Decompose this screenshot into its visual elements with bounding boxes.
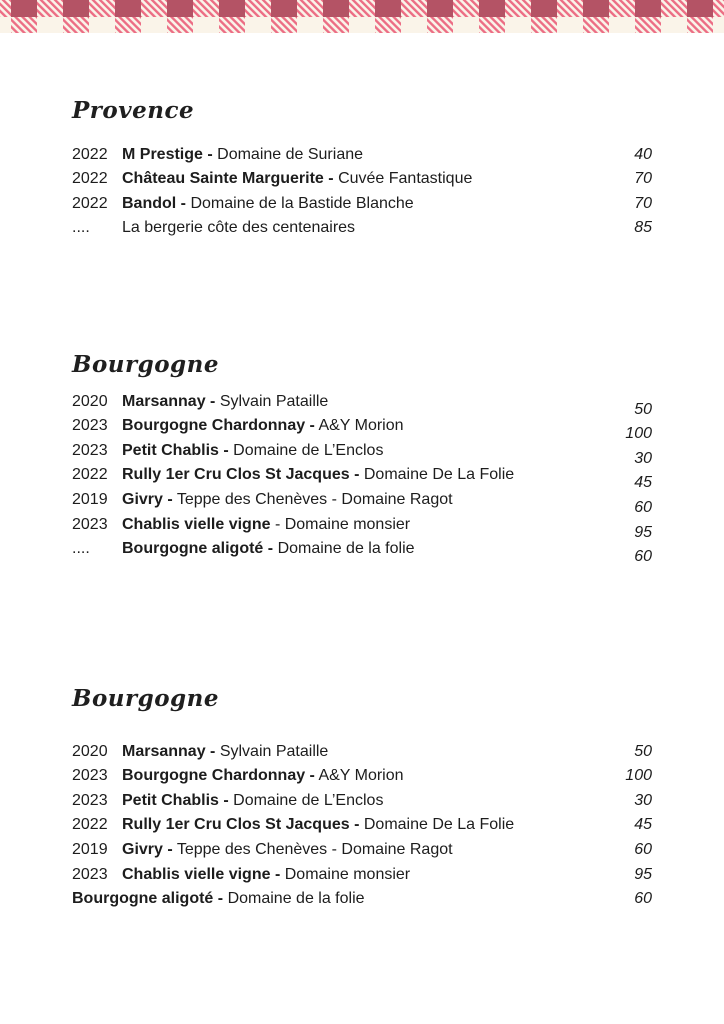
wine-row	[72, 887, 652, 912]
wine-name-rest: Sylvain Pataille	[219, 392, 329, 410]
wine-price: 70	[634, 170, 652, 188]
wine-name	[122, 416, 625, 435]
wine-name-bold: Chablis vielle vigne	[122, 515, 271, 533]
wine-price: 95	[634, 523, 652, 541]
wine-row	[72, 487, 652, 517]
wine-name	[122, 815, 634, 834]
wine-price: 45	[634, 816, 652, 834]
vintage-year: 2023	[72, 515, 108, 533]
wine-row	[72, 414, 652, 443]
wine-name-rest: Teppe des Chenèves - Domaine Ragot	[176, 491, 453, 509]
wine-price: 70	[634, 194, 652, 212]
wine-list-bourgogne-1	[72, 389, 652, 566]
wine-name-rest: Domaine de Suriane	[217, 145, 364, 163]
wine-name-bold: Bourgogne aligoté -	[72, 890, 224, 908]
wine-name	[122, 490, 634, 509]
wine-name-rest: Teppe des Chenèves - Domaine Ragot	[176, 841, 453, 859]
wine-price: 50	[634, 742, 652, 760]
wine-name-rest: La bergerie côte des centenaires	[122, 219, 356, 237]
vintage-year: 2022	[72, 194, 108, 212]
wine-name	[122, 766, 625, 785]
wine-name-bold: Bourgogne Chardonnay -	[122, 417, 315, 435]
wine-name	[122, 515, 634, 534]
section-title-bourgogne-1: Bourgogne	[72, 351, 219, 378]
wine-name-bold: Petit Chablis -	[122, 791, 229, 809]
wine-name-rest: A&Y Morion	[318, 767, 404, 785]
wine-name	[122, 392, 634, 411]
wine-name	[122, 539, 634, 558]
wine-name-bold: M Prestige -	[122, 145, 213, 163]
wine-name	[122, 865, 634, 884]
wine-row	[72, 438, 652, 467]
wine-price: 30	[634, 449, 652, 467]
wine-price: 95	[634, 865, 652, 883]
vintage-year: 2023	[72, 865, 108, 883]
wine-price: 40	[634, 145, 652, 163]
wine-name-rest: Domaine de la Bastide Blanche	[190, 194, 414, 212]
wine-row	[72, 788, 652, 813]
wine-list-provence	[72, 142, 652, 240]
wine-price: 85	[634, 219, 652, 237]
wine-name-bold: Givry -	[122, 841, 173, 859]
wine-name	[122, 791, 634, 810]
vintage-year: 2023	[72, 441, 108, 459]
wine-name-bold: Marsannay -	[122, 742, 216, 760]
vintage-year: 2022	[72, 170, 108, 188]
vintage-year: 2023	[72, 767, 108, 785]
wine-list-bourgogne-2	[72, 739, 652, 911]
wine-price: 60	[634, 499, 652, 517]
vintage-year: 2020	[72, 392, 108, 410]
wine-name	[122, 840, 634, 859]
wine-name-rest: Domaine monsier	[284, 865, 411, 883]
wine-name-bold: Château Sainte Marguerite -	[122, 170, 334, 188]
wine-price: 100	[625, 767, 652, 785]
wine-name-rest: Domaine de L’Enclos	[233, 441, 384, 459]
wine-name	[122, 441, 634, 460]
wine-name-rest: A&Y Morion	[318, 417, 404, 435]
wine-name-rest: - Domaine monsier	[274, 515, 411, 533]
wine-row	[72, 216, 652, 241]
wine-name-rest: Sylvain Pataille	[219, 742, 329, 760]
wine-row	[72, 739, 652, 764]
vintage-year: 2022	[72, 816, 108, 834]
section-title-provence: Provence	[72, 97, 195, 124]
section-title-bourgogne-2: Bourgogne	[72, 685, 219, 712]
vintage-year: 2023	[72, 417, 108, 435]
gingham-pattern-band	[0, 0, 724, 33]
vintage-year: 2022	[72, 145, 108, 163]
wine-price: 30	[634, 791, 652, 809]
wine-name	[122, 465, 634, 484]
wine-price: 45	[634, 474, 652, 492]
wine-name-bold: Marsannay -	[122, 392, 216, 410]
wine-name	[122, 169, 634, 188]
wine-name-bold: Bandol -	[122, 194, 186, 212]
wine-name-bold: Petit Chablis -	[122, 441, 229, 459]
wine-row	[72, 512, 652, 541]
wine-name-bold: Rully 1er Cru Clos St Jacques -	[122, 466, 360, 484]
vintage-year: ....	[72, 540, 90, 558]
vintage-year: 2020	[72, 742, 108, 760]
wine-name-rest: Domaine de L’Enclos	[233, 791, 384, 809]
wine-name	[72, 889, 634, 908]
wine-name-rest: Cuvée Fantastique	[338, 170, 473, 188]
wine-name-bold: Bourgogne aligoté -	[122, 540, 274, 558]
vintage-year: ....	[72, 219, 90, 237]
wine-name	[122, 742, 634, 761]
vintage-year: 2019	[72, 491, 108, 509]
wine-row	[72, 837, 652, 862]
vintage-year: 2019	[72, 841, 108, 859]
wine-row	[72, 191, 652, 216]
wine-price: 100	[625, 425, 652, 443]
wine-name	[122, 218, 634, 237]
wine-price: 60	[634, 890, 652, 908]
wine-name-rest: Domaine De La Folie	[363, 466, 515, 484]
wine-row	[72, 463, 652, 492]
wine-price: 60	[634, 548, 652, 566]
wine-name	[122, 194, 634, 213]
wine-name-bold: Bourgogne Chardonnay -	[122, 767, 315, 785]
wine-row	[72, 764, 652, 789]
wine-name-bold: Rully 1er Cru Clos St Jacques -	[122, 816, 360, 834]
wine-name	[122, 145, 634, 164]
wine-row	[72, 389, 652, 418]
wine-row	[72, 142, 652, 167]
wine-row	[72, 862, 652, 887]
vintage-year: 2022	[72, 466, 108, 484]
wine-price: 50	[634, 400, 652, 418]
wine-price: 60	[634, 841, 652, 859]
wine-name-rest: Domaine de la folie	[277, 540, 415, 558]
wine-row	[72, 813, 652, 838]
wine-name-rest: Domaine De La Folie	[363, 816, 515, 834]
wine-name-rest: Domaine de la folie	[227, 890, 365, 908]
vintage-year: 2023	[72, 791, 108, 809]
wine-row	[72, 167, 652, 192]
wine-name-bold: Chablis vielle vigne -	[122, 865, 281, 883]
wine-row	[72, 537, 652, 566]
wine-name-bold: Givry -	[122, 491, 173, 509]
